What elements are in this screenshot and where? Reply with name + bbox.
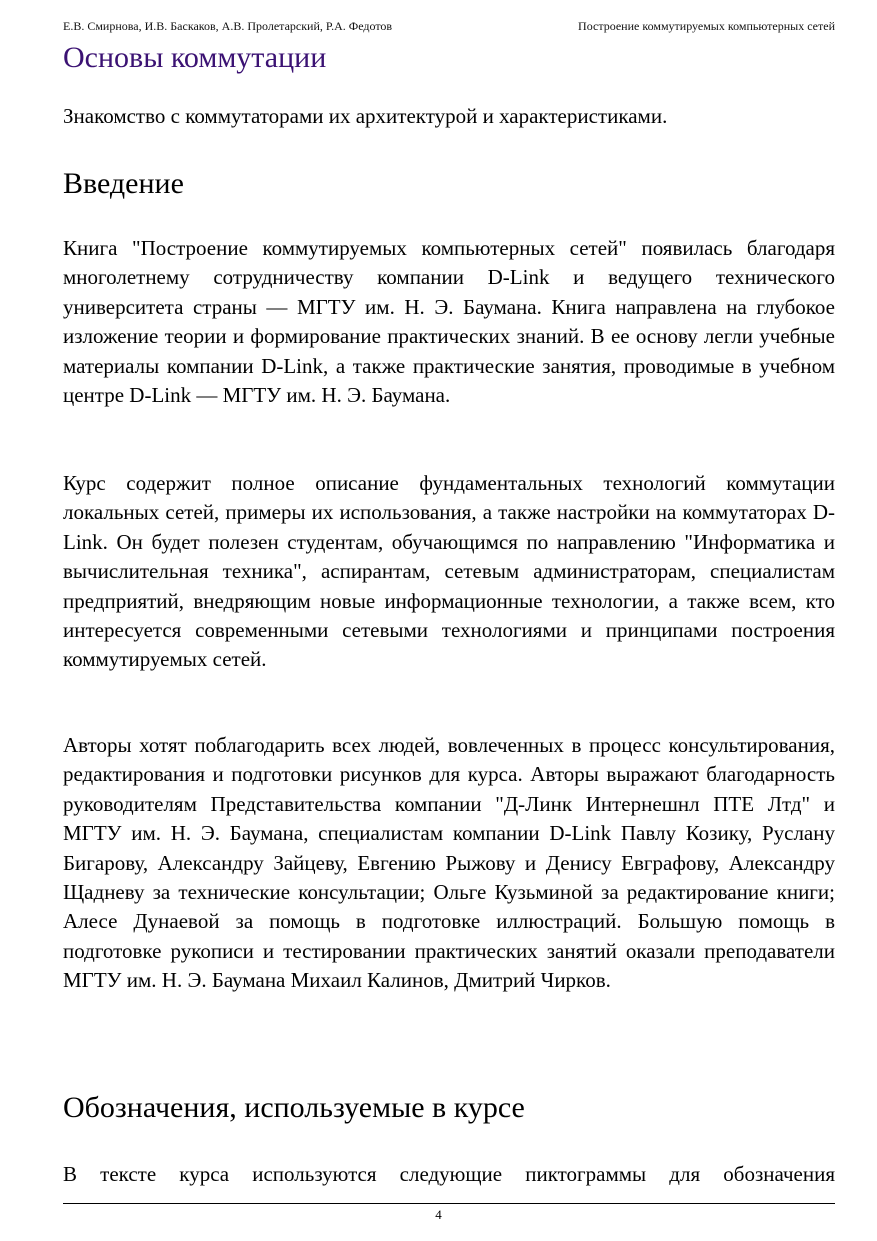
intro-paragraph-1: Книга "Построение коммутируемых компьютерных сетей" появилась благодаря многолетнему сотрудничеству компании D-Link и ведущего технического университета страны — МГТУ им. Н. Э. Баумана. Книга направлена на глубокое изложение теории и формирование практических знаний. В ее основу легли учебные материалы компании D-Link, а также практические занятия, проводимые в учебном центре D-Link — МГТУ им. Н. Э. Баумана. — [63, 236, 835, 408]
notation-paragraph-1: В тексте курса используются следующие пиктограммы для обозначения — [63, 1162, 835, 1186]
running-header — [63, 18, 835, 34]
intro-paragraph-3: Авторы хотят поблагодарить всех людей, вовлеченных в процесс консультирования, редактирования и подготовки рисунков для курса. Авторы выражают благодарность руководителям Представительства компании "Д-Линк Интернешнл ПТЕ Лтд" и МГТУ им. Н. Э. Баумана, специалистам компании D-Link Павлу Козику, Руслану Бигарову, Александру Зайцеву, Евгению Рыжову и Денису Евграфову, Александру Щадневу за технические консультации; Ольге Кузьминой за редактирование книги; Алесе Дунаевой за помощь в подготовке иллюстраций. Большую помощь в подготовке рукописи и тестировании практических занятий оказали преподаватели МГТУ им. Н. Э. Баумана Михаил Калинов, Дмитрий Чирков. — [63, 733, 835, 993]
section-heading-notation: Обозначения, используемые в курсе — [63, 1091, 525, 1124]
intro-paragraph-2: Курс содержит полное описание фундаментальных технологий коммутации локальных сетей, примеры их использования, а также настройки на коммутаторах D-Link. Он будет полезен студентам, обучающимся по направлению "Информатика и вычислительная техника", аспирантам, сетевым администраторам, специалистам предприятий, внедряющим новые информационные технологии, а также всем, кто интересуется современными сетевыми технологиями и принципами построения коммутируемых сетей. — [63, 471, 835, 672]
chapter-title: Основы коммутации — [63, 41, 327, 74]
footer-divider — [63, 1203, 835, 1204]
section-heading-intro: Введение — [63, 167, 184, 200]
page-number: 4 — [435, 1207, 442, 1222]
header-authors: Е.В. Смирнова, И.В. Баскаков, А.В. Пролетарский, Р.А. Федотов — [63, 19, 393, 33]
header-book-title: Построение коммутируемых компьютерных сетей — [578, 19, 835, 33]
chapter-subtitle: Знакомство с коммутаторами их архитектурой и характеристиками. — [63, 104, 668, 128]
